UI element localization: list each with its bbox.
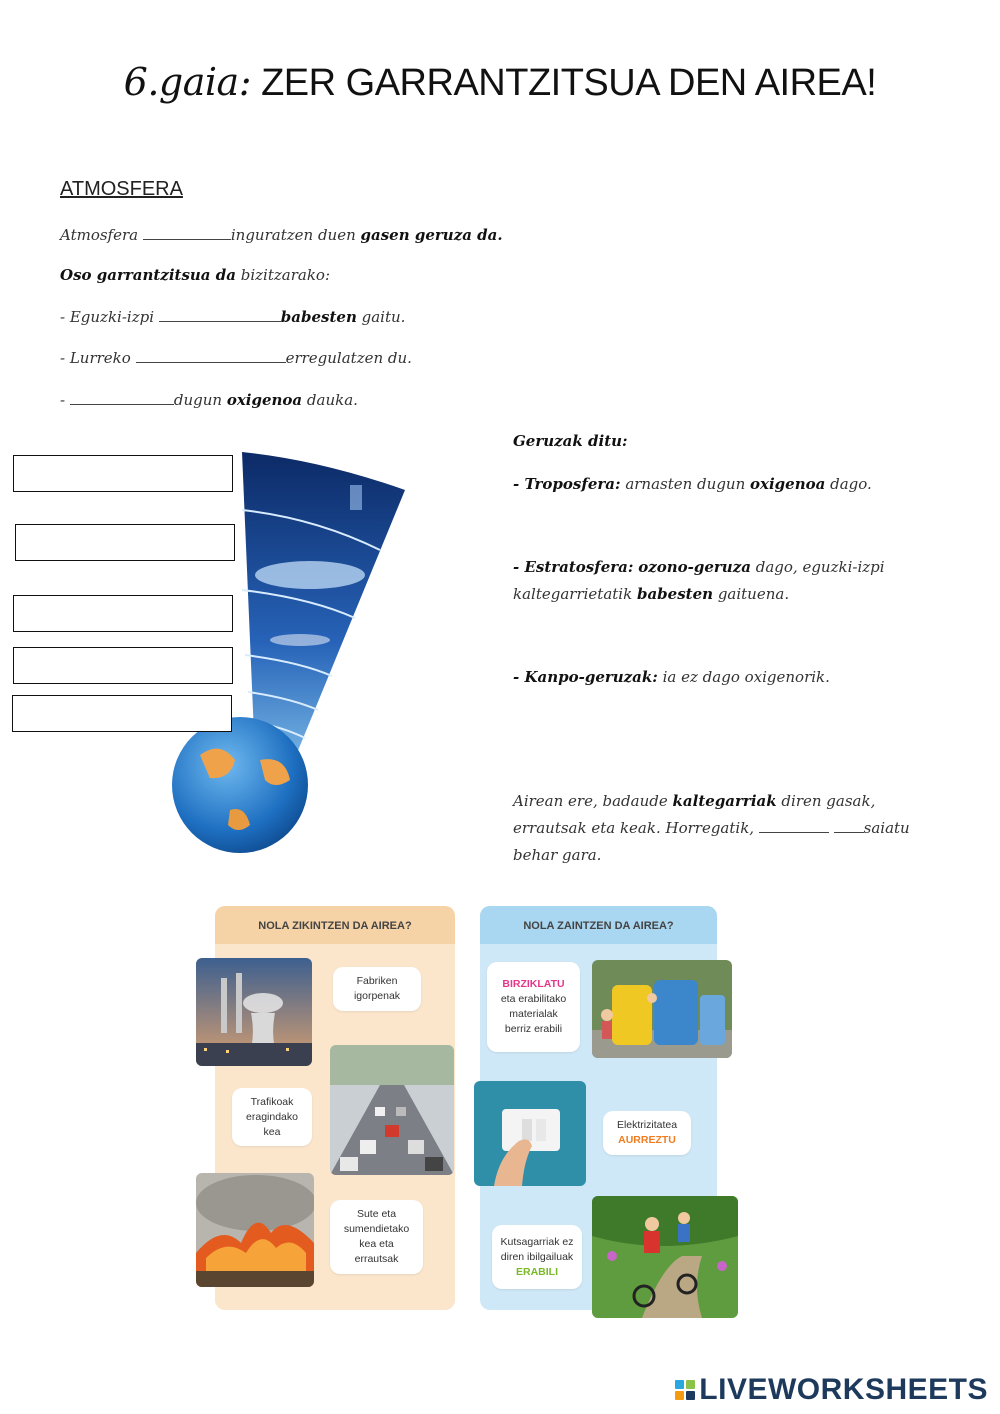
- cycling-photo: [592, 1196, 738, 1318]
- logo-icon: [675, 1380, 695, 1400]
- page-title: 6.gaia: ZER GARRANTZITSUA DEN AIREA!: [123, 60, 877, 104]
- layer-label-input-5[interactable]: [12, 695, 232, 732]
- use-accent: ERABILI: [516, 1265, 558, 1278]
- layer-label-input-3[interactable]: [13, 595, 233, 632]
- blank-input[interactable]: [759, 819, 829, 833]
- layers-heading: Geruzak ditu:: [513, 432, 628, 450]
- blank-input-cont[interactable]: [834, 819, 864, 833]
- stratosphere-text: - Estratosfera: ozono-geruza dago, eguzki-izpi kaltegarrietatik babesten gaituena.: [513, 558, 885, 603]
- traffic-photo: [330, 1045, 454, 1175]
- atmosphere-wedge: [242, 452, 405, 770]
- section-heading: ATMOSFERA: [60, 178, 183, 200]
- recycling-photo: [592, 960, 732, 1058]
- intro-line-2: Oso garrantzitsua da bizitzarako:: [60, 266, 330, 284]
- harmful-gases-text: Airean ere, badaude kaltegarriak diren gasak, errautsak eta keak. Horregatik, saiatu behar gara.: [513, 792, 910, 864]
- wildfire-photo: [196, 1173, 314, 1287]
- layer-label-input-1[interactable]: [13, 455, 233, 492]
- blank-input[interactable]: [159, 308, 281, 322]
- blank-input[interactable]: [136, 349, 286, 363]
- factory-card: Fabriken igorpenak: [333, 967, 421, 1011]
- intro-line-4: - Lurreko erregulatzen du.: [60, 349, 412, 367]
- light-switch-photo: [474, 1081, 586, 1186]
- traffic-card: Trafikoak eragindako kea: [232, 1088, 312, 1146]
- liveworksheets-logo: LIVEWORKSHEETS: [675, 1373, 988, 1407]
- blank-input[interactable]: [143, 226, 231, 240]
- layer-label-input-2[interactable]: [15, 524, 235, 561]
- recycle-card: BIRZIKLATU eta erabilitako materialak berriz erabili: [487, 962, 580, 1052]
- intro-line-5: - dugun oxigenoa dauka.: [60, 391, 358, 409]
- electricity-card: Elektrizitatea AURREZTU: [603, 1111, 691, 1155]
- earth-globe: [172, 717, 308, 853]
- blank-input[interactable]: [70, 391, 174, 405]
- factory-photo: [196, 958, 312, 1066]
- outer-layers-text: - Kanpo-geruzak: ia ez dago oxigenorik.: [513, 668, 830, 686]
- vehicle-card: Kutsagarriak ez diren ibilgailuak ERABILI: [492, 1225, 582, 1289]
- intro-line-1: Atmosfera inguratzen duen gasen geruza da.: [60, 226, 503, 244]
- pollution-panel-heading: NOLA ZIKINTZEN DA AIREA?: [215, 906, 455, 944]
- troposphere-text: - Troposfera: arnasten dugun oxigenoa dago.: [513, 475, 872, 493]
- protection-panel-heading: NOLA ZAINTZEN DA AIREA?: [480, 906, 717, 944]
- recycle-accent: BIRZIKLATU: [502, 978, 565, 990]
- save-accent: AURREZTU: [618, 1134, 676, 1146]
- fire-card: Sute eta sumendietako kea eta errautsak: [330, 1200, 423, 1274]
- layer-label-input-4[interactable]: [13, 647, 233, 684]
- intro-line-3: - Eguzki-izpi babesten gaitu.: [60, 308, 406, 326]
